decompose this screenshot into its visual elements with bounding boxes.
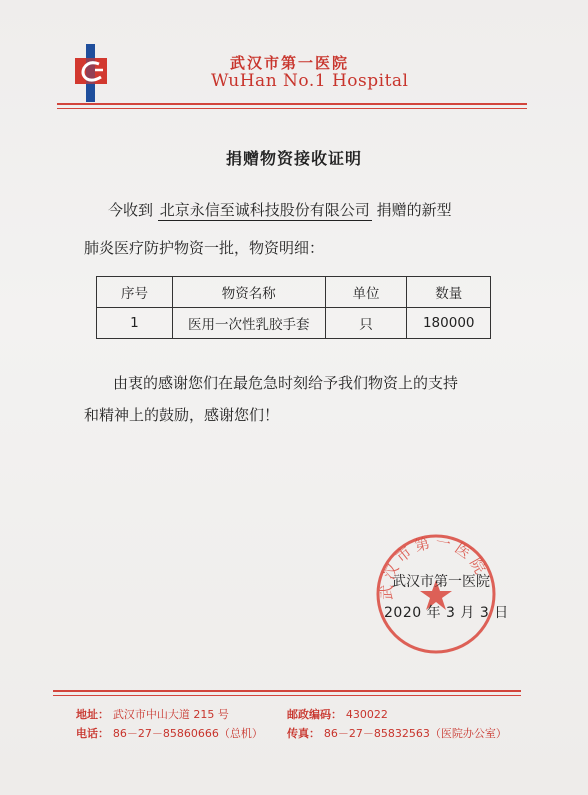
footer-phone — [76, 725, 263, 741]
hospital-logo-icon — [73, 44, 109, 102]
cell-qty: 180000 — [407, 308, 491, 339]
received-line — [108, 199, 452, 221]
donor-name: 北京永信至诚科技股份有限公司 — [159, 201, 370, 219]
col-header-item: 物资名称 — [172, 277, 325, 308]
col-header-index: 序号 — [97, 277, 173, 308]
address-value: 武汉市中山大道 215 号 — [112, 708, 229, 721]
footer-divider — [53, 690, 521, 692]
footer-divider-thin — [53, 695, 521, 696]
cell-index: 1 — [97, 308, 173, 339]
cell-item: 医用一次性乳胶手套 — [172, 308, 325, 339]
postcode-value: 430022 — [345, 708, 388, 721]
document-title: 捐赠物资接收证明 — [225, 149, 362, 168]
signature-org: 武汉市第一医院 — [392, 574, 490, 590]
hospital-name-en: WuHan No.1 Hospital — [211, 71, 409, 91]
col-header-unit: 单位 — [325, 277, 407, 308]
header-divider — [57, 103, 527, 105]
table-row — [97, 308, 491, 339]
cell-unit: 只 — [325, 308, 407, 339]
received-prefix: 今收到 — [108, 201, 154, 219]
footer-address — [76, 706, 229, 722]
postcode-label: 邮政编码： — [287, 708, 342, 721]
table-header-row — [97, 277, 491, 308]
fax-label: 传真： — [287, 727, 320, 740]
items-table — [96, 276, 491, 339]
col-header-qty: 数量 — [407, 277, 491, 308]
signature-date: 2020 年 3 月 3 日 — [384, 605, 509, 621]
thanks-line-1: 由衷的感谢您们在最危急时刻给予我们物资上的支持 — [113, 374, 459, 392]
footer-postcode — [287, 706, 388, 722]
received-line-2: 肺炎医疗防护物资一批，物资明细： — [84, 239, 325, 257]
seal-text: 武汉市第一医院 — [377, 532, 492, 601]
thanks-line-2: 和精神上的鼓励，感谢您们！ — [84, 406, 280, 424]
address-label: 地址： — [76, 708, 109, 721]
phone-value: 86－27－85860666（总机） — [112, 727, 263, 740]
fax-value: 86－27－85832563（医院办公室） — [323, 727, 507, 740]
received-suffix: 捐赠的新型 — [376, 201, 452, 219]
official-seal — [374, 532, 498, 656]
hospital-name-cn: 武汉市第一医院 — [230, 54, 350, 72]
phone-label: 电话： — [76, 727, 109, 740]
footer-fax — [287, 725, 507, 741]
header-divider-thin — [57, 108, 527, 109]
